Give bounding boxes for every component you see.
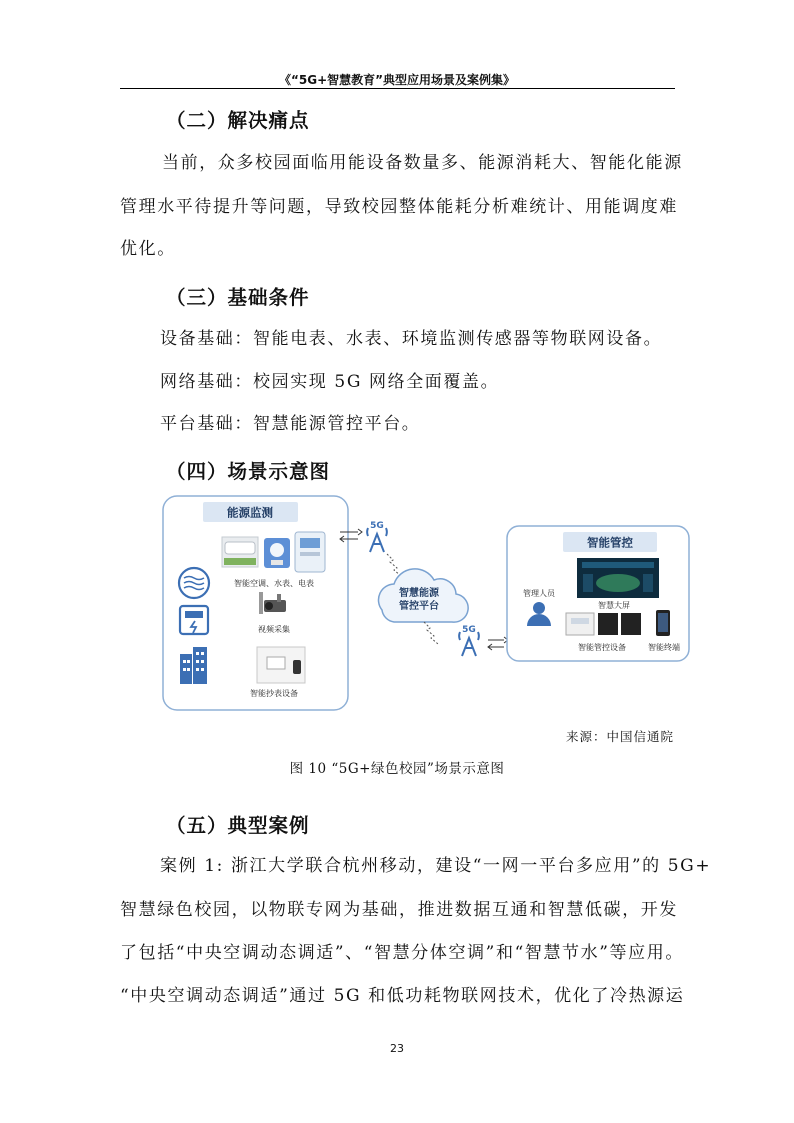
terminal-label: 智能终端 xyxy=(648,643,680,652)
paragraph-line: 智慧绿色校园，以物联专网为基础，推进数据互通和智慧低碳，开发 xyxy=(120,900,678,920)
control-label: 智能管控设备 xyxy=(578,643,626,652)
section-heading-pain-points: （二）解决痛点 xyxy=(166,109,310,132)
paragraph-line: 设备基础：智能电表、水表、环境监测传感器等物联网设备。 xyxy=(160,329,663,349)
air-conditioner-image xyxy=(222,537,258,567)
video-label: 视频采集 xyxy=(258,625,290,634)
paragraph-line: 平台基础：智慧能源管控平台。 xyxy=(160,414,421,434)
smart-control-title: 智能管控 xyxy=(587,535,633,550)
cloud-label-line2: 管控平台 xyxy=(399,601,439,612)
running-header: 《“5G+智慧教育”典型应用场景及案例集》 xyxy=(278,73,516,87)
header-rule xyxy=(120,88,675,89)
paragraph-line: 案例 1: 浙江大学联合杭州移动，建设“一网一平台多应用”的 5G+ xyxy=(160,856,712,876)
energy-monitoring-title: 能源监测 xyxy=(227,505,273,520)
person-label: 管理人员 xyxy=(523,589,555,598)
paragraph-line: 当前，众多校园面临用能设备数量多、能源消耗大、智能化能源 xyxy=(162,153,683,173)
antenna-icon xyxy=(367,528,387,552)
scenario-diagram xyxy=(162,492,692,717)
meter-reading-device-image xyxy=(257,647,305,683)
electric-meter-image xyxy=(295,532,325,572)
water-meter-image xyxy=(264,538,290,568)
devices-label: 智能空调、水表、电表 xyxy=(234,579,314,588)
signal-zigzag-top xyxy=(387,554,401,576)
cloud-label-line1: 智慧能源 xyxy=(399,588,439,599)
screen-image xyxy=(577,558,659,598)
paragraph-line: 了包括“中央空调动态调适”、“智慧分体空调”和“智慧节水”等应用。 xyxy=(120,943,684,963)
meter-reading-label: 智能抄表设备 xyxy=(250,689,298,698)
section-heading-basic-conditions: （三）基础条件 xyxy=(166,286,310,309)
figure-caption: 图 10 “5G+绿色校园”场景示意图 xyxy=(289,761,505,777)
screen-label: 智慧大屏 xyxy=(598,601,630,610)
antenna-icon xyxy=(459,632,479,656)
control-devices-image xyxy=(566,613,641,635)
section-heading-scenario-diagram: （四）场景示意图 xyxy=(166,460,331,483)
paragraph-line: “中央空调动态调适”通过 5G 和低功耗物联网技术，优化了冷热源运 xyxy=(120,986,685,1006)
signal-label-bottom: 5G xyxy=(462,625,476,635)
paragraph-line: 网络基础：校园实现 5G 网络全面覆盖。 xyxy=(160,372,500,392)
signal-label-top: 5G xyxy=(370,521,384,531)
section-heading-typical-cases: （五）典型案例 xyxy=(166,814,310,837)
figure-source: 来源：中国信通院 xyxy=(565,729,674,744)
phone-icon xyxy=(656,610,670,636)
signal-zigzag-bottom xyxy=(424,622,438,644)
page-number: 23 xyxy=(390,1042,404,1055)
paragraph-line: 管理水平待提升等问题，导致校园整体能耗分析难统计、用能调度难 xyxy=(120,197,678,217)
bidirectional-arrow-bottom xyxy=(488,637,508,650)
paragraph-line: 优化。 xyxy=(120,239,176,259)
